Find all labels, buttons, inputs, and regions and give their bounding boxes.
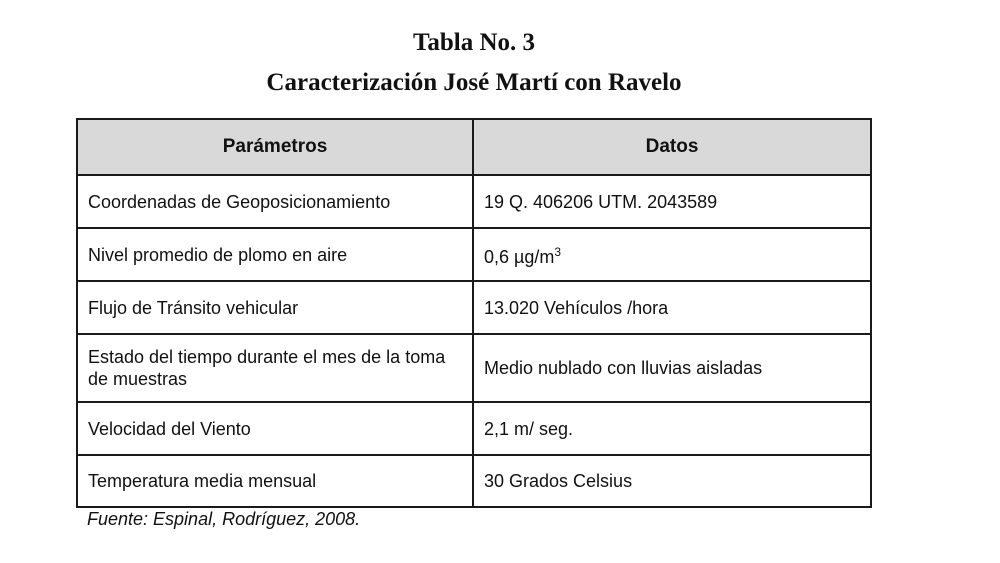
parameter-cell: Coordenadas de Geoposicionamiento — [77, 175, 473, 228]
table-row — [77, 402, 871, 455]
parameter-cell: Temperatura media mensual — [77, 455, 473, 507]
parameter-cell: Estado del tiempo durante el mes de la toma de muestras — [77, 334, 473, 402]
value-cell: 19 Q. 406206 UTM. 2043589 — [473, 175, 871, 228]
parameter-cell: Flujo de Tránsito vehicular — [77, 281, 473, 334]
value-text: 0,6 µg/m — [484, 247, 555, 267]
table-header-row — [77, 119, 871, 175]
value-cell: 2,1 m/ seg. — [473, 402, 871, 455]
table-row — [77, 455, 871, 507]
value-cell: 30 Grados Celsius — [473, 455, 871, 507]
source-note: Fuente: Espinal, Rodríguez, 2008. — [87, 509, 361, 529]
header-parametros: Parámetros — [77, 119, 473, 175]
table-number-title: Tabla No. 3 — [412, 29, 536, 56]
value-cell: Medio nublado con lluvias aisladas — [473, 334, 871, 402]
parameter-cell: Velocidad del Viento — [77, 402, 473, 455]
table-row — [77, 334, 871, 402]
value-cell: 13.020 Vehículos /hora — [473, 281, 871, 334]
table-caption-title: Caracterización José Martí con Ravelo — [266, 69, 682, 96]
value-cell — [473, 228, 871, 281]
table-row — [77, 228, 871, 281]
characterization-table — [76, 118, 872, 508]
header-datos: Datos — [473, 119, 871, 175]
table-row — [77, 281, 871, 334]
unit-superscript: 3 — [554, 245, 562, 259]
table-row — [77, 175, 871, 228]
parameter-cell: Nivel promedio de plomo en aire — [77, 228, 473, 281]
